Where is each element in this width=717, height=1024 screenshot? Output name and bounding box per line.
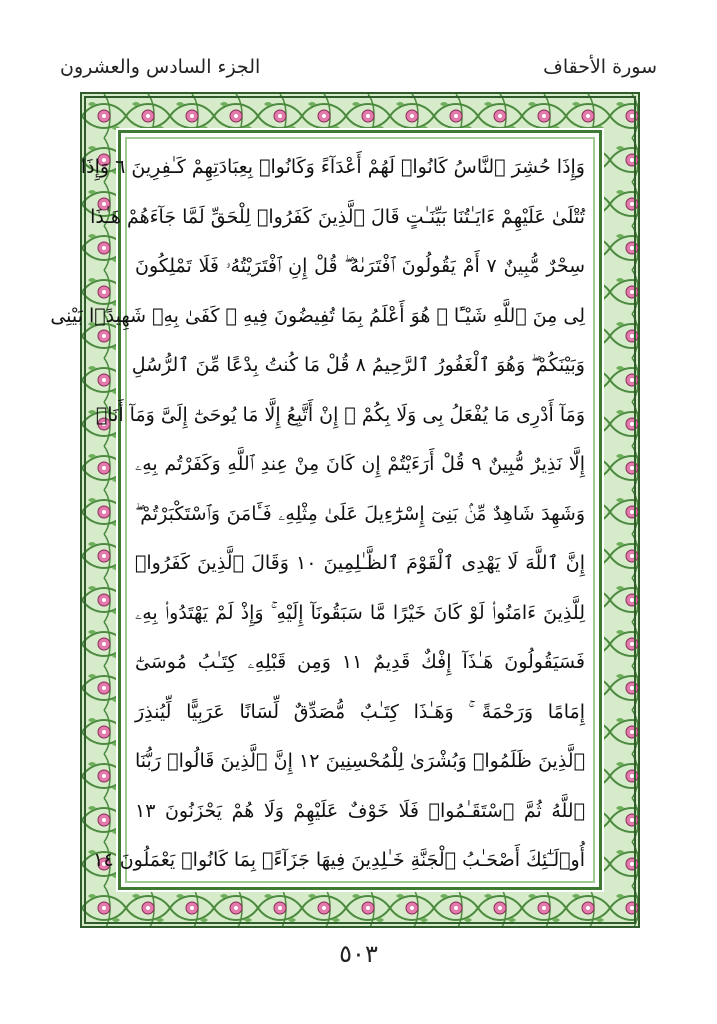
- page-header: [60, 52, 657, 86]
- verse-line: سِحْرٌ مُّبِينٌ ٧ أَمْ يَقُولُونَ ٱفْتَرَىٰهُ ۖ قُلْ إِنِ ٱفْتَرَيْتُهُۥ فَلَا تَمْلِكُونَ: [135, 255, 586, 277]
- verse-line: وَشَهِدَ شَاهِدٌ مِّنۢ بَنِىٓ إِسْرَٰٓءِيلَ عَلَىٰ مِثْلِهِۦ فَـَٔامَنَ وَٱسْتَكْبَرْتُمْ ۖ: [135, 502, 585, 525]
- page-number: ٥٠٣: [339, 940, 378, 968]
- verse-line: وَإِذَا حُشِرَ ٱلنَّاسُ كَانُوا۟ لَهُمْ أَعْدَآءً وَكَانُوا۟ بِعِبَادَتِهِمْ كَـٰفِرِينَ ٦ وَإِذَا: [80, 156, 585, 178]
- verse-line: تُتْلَىٰ عَلَيْهِمْ ءَايَـٰتُنَا بَيِّنَـٰتٍ قَالَ ٱلَّذِينَ كَفَرُوا۟ لِلْحَقِّ لَمَّا جَآءَهُمْ هَـٰذَا: [90, 205, 585, 228]
- verse-line: ٱللَّهُ ثُمَّ ٱسْتَقَـٰمُوا۟ فَلَا خَوْفٌ عَلَيْهِمْ وَلَا هُمْ يَحْزَنُونَ ١٣: [135, 799, 585, 822]
- verse-line: ٱلَّذِينَ ظَلَمُوا۟ وَبُشْرَىٰ لِلْمُحْسِنِينَ ١٢ إِنَّ ٱلَّذِينَ قَالُوا۟ رَبُّنَا: [135, 750, 585, 772]
- verse-line: لِى مِنَ ٱللَّهِ شَيْـًٔا ۖ هُوَ أَعْلَمُ بِمَا تُفِيضُونَ فِيهِ ۖ كَفَىٰ بِهِۦ شَهِيدًۢا بَيْنِى: [50, 304, 585, 327]
- verse-line: أُو۟لَـٰٓئِكَ أَصْحَـٰبُ ٱلْجَنَّةِ خَـٰلِدِينَ فِيهَا جَزَآءًۢ بِمَا كَانُوا۟ يَعْمَلُونَ ١٤: [93, 849, 585, 871]
- verse-lines: [50, 143, 586, 877]
- verse-line: إِنَّ ٱللَّهَ لَا يَهْدِى ٱلْقَوْمَ ٱلظَّـٰلِمِينَ ١٠ وَقَالَ ٱلَّذِينَ كَفَرُوا۟: [135, 552, 585, 574]
- text-panel: [50, 130, 602, 890]
- surah-title: سورة الأحقاف: [543, 56, 657, 78]
- verse-line: وَمَآ أَدْرِى مَا يُفْعَلُ بِى وَلَا بِكُمْ ۖ إِنْ أَتَّبِعُ إِلَّا مَا يُوحَىٰٓ إِلَىَّ وَمَآ أَنَا۠: [95, 403, 585, 426]
- verse-line: لِلَّذِينَ ءَامَنُوا۟ لَوْ كَانَ خَيْرًا مَّا سَبَقُونَآ إِلَيْهِ ۚ وَإِذْ لَمْ يَهْتَدُوا۟ بِهِۦ: [135, 601, 585, 624]
- verse-line: إِمَامًا وَرَحْمَةً ۚ وَهَـٰذَا كِتَـٰبٌ مُّصَدِّقٌ لِّسَانًا عَرَبِيًّا لِّيُنذِرَ: [135, 700, 585, 723]
- verse-line: إِلَّا نَذِيرٌ مُّبِينٌ ٩ قُلْ أَرَءَيْتُمْ إِن كَانَ مِنْ عِندِ ٱللَّهِ وَكَفَرْتُم بِهِۦ: [135, 453, 585, 475]
- verse-line: فَسَيَقُولُونَ هَـٰذَآ إِفْكٌ قَدِيمٌ ١١ وَمِن قَبْلِهِۦ كِتَـٰبُ مُوسَىٰٓ: [135, 651, 585, 673]
- juz-title: الجزء السادس والعشرون: [60, 56, 261, 78]
- verse-line: وَبَيْنَكُمْ ۖ وَهُوَ ٱلْغَفُورُ ٱلرَّحِيمُ ٨ قُلْ مَا كُنتُ بِدْعًا مِّنَ ٱلرُّسُلِ: [131, 354, 585, 376]
